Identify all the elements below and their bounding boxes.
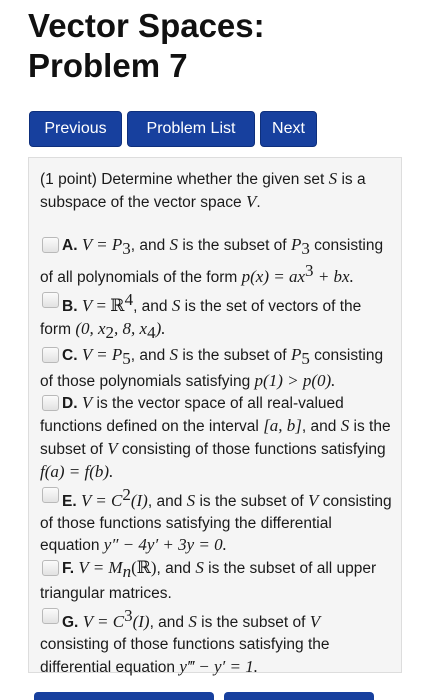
- option-letter: E.: [62, 492, 77, 510]
- option-g: G. $V = C^3(I)$, and S is the subset of V consisting of those functions satisfying the differential equation y‴ − y′ = 1.: [40, 605, 330, 676]
- option-letter: G.: [62, 613, 79, 631]
- option-letter: A.: [62, 237, 78, 254]
- page-title-line2: Problem 7: [28, 47, 188, 84]
- option-a: A. $V = P_3$, and S is the subset of $P_3$ consisting of all polynomials of the form $p(x) = ax^3$ + bx.: [40, 235, 384, 287]
- points-label: (1 point): [40, 171, 97, 188]
- option-b-checkbox[interactable]: [42, 292, 59, 308]
- problem-panel: [28, 157, 402, 676]
- problem-list-button[interactable]: Problem List: [127, 111, 255, 147]
- option-e: E. $V = C^2(I)$, and S is the subset of V consisting of those functions satisfying the differential equation y″ − 4y′ + 3y = 0.: [40, 484, 392, 555]
- option-b: B. V = ℝ$^4$, and S is the set of vectors of the form (0, $x_2$, 8, $x_4$).: [40, 289, 362, 342]
- option-e-checkbox[interactable]: [42, 487, 59, 503]
- previous-button[interactable]: Previous: [29, 111, 122, 147]
- next-button[interactable]: Next: [260, 111, 317, 147]
- option-c: C. $V = P_5$, and S is the subset of $P_5$ consisting of those polynomials satisfying p(1) > p(0).: [40, 344, 384, 390]
- option-letter: D.: [62, 395, 78, 413]
- option-c-checkbox[interactable]: [42, 347, 59, 363]
- option-a-checkbox[interactable]: [42, 237, 59, 253]
- option-f-checkbox[interactable]: [42, 560, 59, 576]
- preview-button-partial[interactable]: [224, 692, 374, 700]
- problem-statement: (1 point) Determine whether the given set S is a subspace of the vector space V.: [40, 169, 366, 211]
- option-letter: F.: [62, 560, 75, 578]
- answer-options: [40, 234, 392, 678]
- option-d: D. V is the vector space of all real-valued functions defined on the interval [a, b], and S is the subset of V consisting of those functions satisfying f(a) = f(b).: [40, 393, 391, 481]
- page-title: [28, 6, 408, 86]
- page-title-line1: Vector Spaces:: [28, 7, 265, 44]
- option-f: F. $V = M_n(ℝ)$, and S is the subset of all upper triangular matrices.: [40, 558, 377, 602]
- option-d-checkbox[interactable]: [42, 395, 59, 411]
- submit-button-partial[interactable]: [34, 692, 214, 700]
- option-letter: C.: [62, 346, 78, 364]
- option-g-checkbox[interactable]: [42, 608, 59, 624]
- option-letter: B.: [62, 298, 78, 315]
